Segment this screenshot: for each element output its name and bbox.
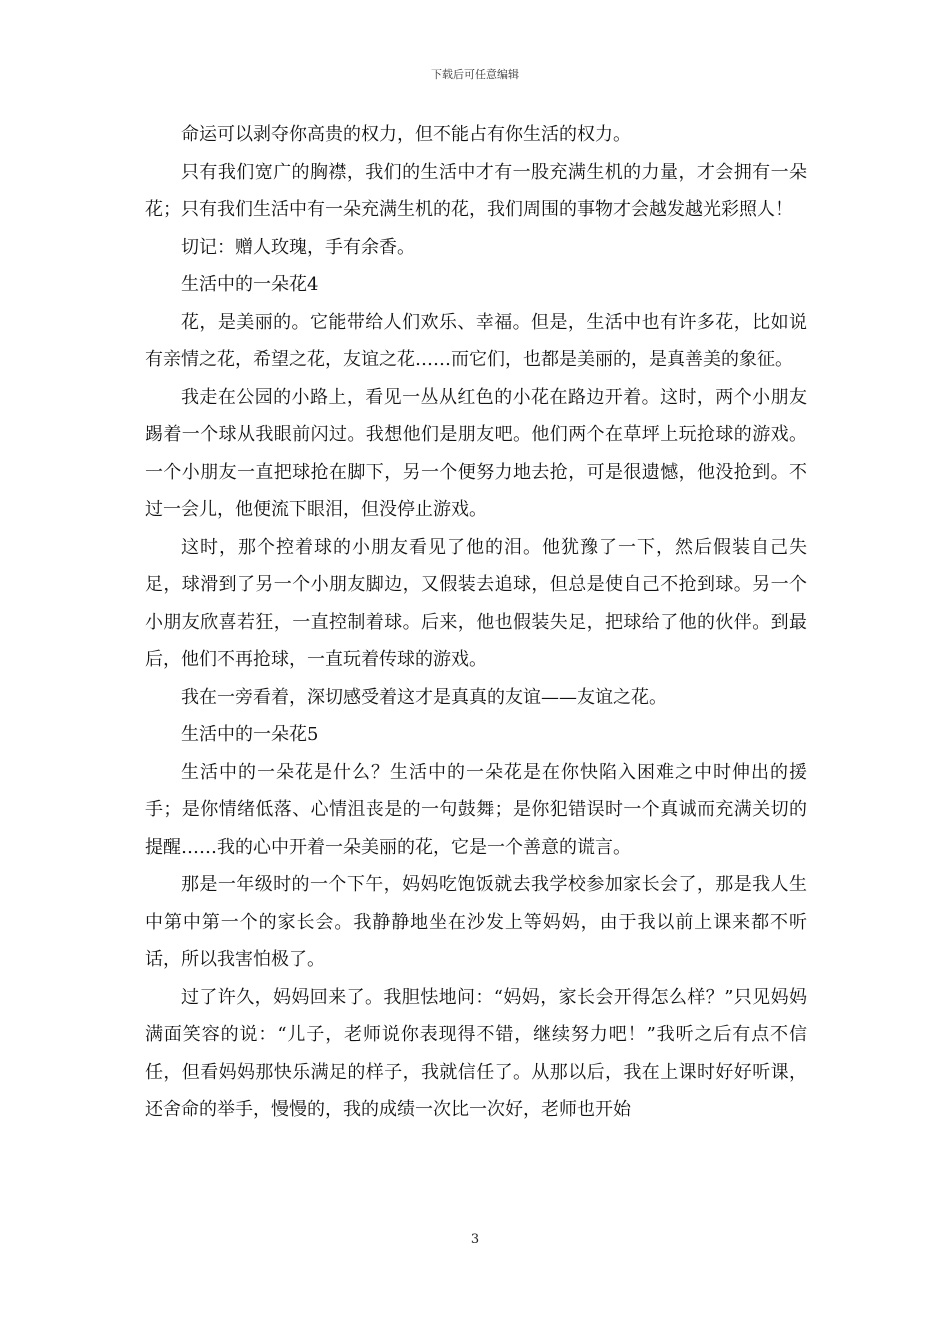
paragraph: 我在一旁看着，深切感受着这才是真真的友谊——友谊之花。 xyxy=(181,686,667,708)
paragraph: 只有我们宽广的胸襟，我们的生活中才有一股充满生机的力量，才会拥有一朵花；只有我们生活中有一朵充满生机的花，我们周围的事物才会越发越光彩照人！ xyxy=(145,161,807,220)
paragraph: 命运可以剥夺你高贵的权力，但不能占有你生活的权力。 xyxy=(181,124,631,145)
page-header: 下载后可任意编辑 xyxy=(431,68,519,81)
paragraph: 生活中的一朵花是什么？生活中的一朵花是在你快陷入困难之中时伸出的援手；是你情绪低落、心情沮丧是的一句鼓舞；是你犯错误时一个真诚而充满关切的提醒……我的心中开着一朵美丽的花，它是一个善意的谎言。 xyxy=(145,761,807,858)
paragraph: 那是一年级时的一个下午，妈妈吃饱饭就去我学校参加家长会了，那是我人生中第中第一个的家长会。我静静地坐在沙发上等妈妈，由于我以前上课来都不听话，所以我害怕极了。 xyxy=(145,874,807,970)
section-heading: 生活中的一朵花4 xyxy=(181,274,319,295)
paragraph: 花，是美丽的。它能带给人们欢乐、幸福。但是，生活中也有许多花，比如说有亲情之花，希望之花，友谊之花……而它们，也都是美丽的，是真善美的象征。 xyxy=(145,311,807,370)
section-heading: 生活中的一朵花5 xyxy=(181,724,319,745)
paragraph: 过了许久，妈妈回来了。我胆怯地问：“妈妈，家长会开得怎么样？”只见妈妈满面笑容的说：“儿子，老师说你表现得不错，继续努力吧！”我听之后有点不信任，但看妈妈那快乐满足的样子，我就信任了。从那以后，我在上课时好好听课，还舍命的举手，慢慢的，我的成绩一次比一次好，老师也开始 xyxy=(145,986,807,1120)
page-number: 3 xyxy=(470,1232,480,1247)
paragraph: 这时，那个控着球的小朋友看见了他的泪。他犹豫了一下，然后假装自己失足，球滑到了另一个小朋友脚边，又假装去追球，但总是使自己不抢到球。另一个小朋友欣喜若狂，一直控制着球。后来，他也假装失足，把球给了他的伙伴。到最后，他们不再抢球，一直玩着传球的游戏。 xyxy=(145,536,807,670)
paragraph: 切记：赠人玫瑰，手有余香。 xyxy=(181,236,415,258)
paragraph: 我走在公园的小路上，看见一丛从红色的小花在路边开着。这时，两个小朋友踢着一个球从我眼前闪过。我想他们是朋友吧。他们两个在草坪上玩抢球的游戏。一个小朋友一直把球抢在脚下，另一个便努力地去抢，可是很遗憾，他没抢到。不过一会儿，他便流下眼泪，但没停止游戏。 xyxy=(145,386,807,520)
document-body xyxy=(145,116,807,1129)
